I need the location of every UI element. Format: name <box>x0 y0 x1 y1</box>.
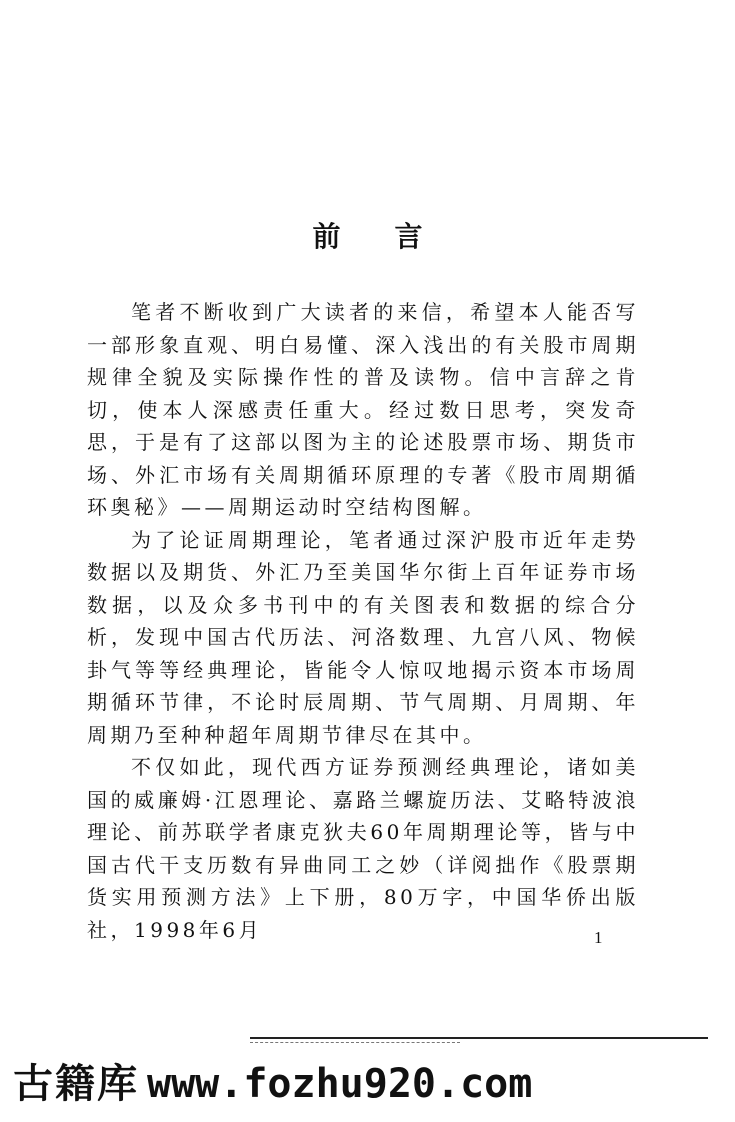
body-text <box>87 296 639 946</box>
footer-rule <box>250 1037 708 1039</box>
watermark-chinese: 古籍库 <box>13 1061 139 1107</box>
title-char-2: 言 <box>394 219 423 253</box>
title-char-1: 前 <box>312 219 341 253</box>
page-number: 1 <box>594 928 603 947</box>
paragraph-3: 不仅如此，现代西方证券预测经典理论，诸如美国的威廉姆·江恩理论、嘉路兰螺旋历法、艾略特波浪理论、前苏联学者康克狄夫60年周期理论等，皆与中国古代干支历数有异曲同工之妙（详阅拙作《股票期货实用预测方法》上下册，80万字，中国华侨出版社，1998年6月 <box>87 755 639 942</box>
paragraph-1: 笔者不断收到广大读者的来信，希望本人能否写一部形象直观、明白易懂、深入浅出的有关股市周期规律全貌及实际操作性的普及读物。信中言辞之肯切，使本人深感责任重大。经过数日思考，突发奇思，于是有了这部以图为主的论述股票市场、期货市场、外汇市场有关周期循环原理的专著《股市周期循环奥秘》——周期运动时空结构图解。 <box>87 300 639 519</box>
paragraph-2: 为了论证周期理论，笔者通过深沪股市近年走势数据以及期货、外汇乃至美国华尔街上百年证券市场数据，以及众多书刊中的有关图表和数据的综合分析，发现中国古代历法、河洛数理、九宫八风、物候卦气等等经典理论，皆能令人惊叹地揭示资本市场周期循环节律，不论时辰周期、节气周期、月周期、年周期乃至种种超年周期节律尽在其中。 <box>87 527 639 747</box>
page-title <box>0 217 735 257</box>
watermark-url: www.fozhu920.com <box>147 1061 533 1107</box>
footer-rule-thin <box>250 1042 460 1043</box>
watermark <box>13 1056 532 1120</box>
